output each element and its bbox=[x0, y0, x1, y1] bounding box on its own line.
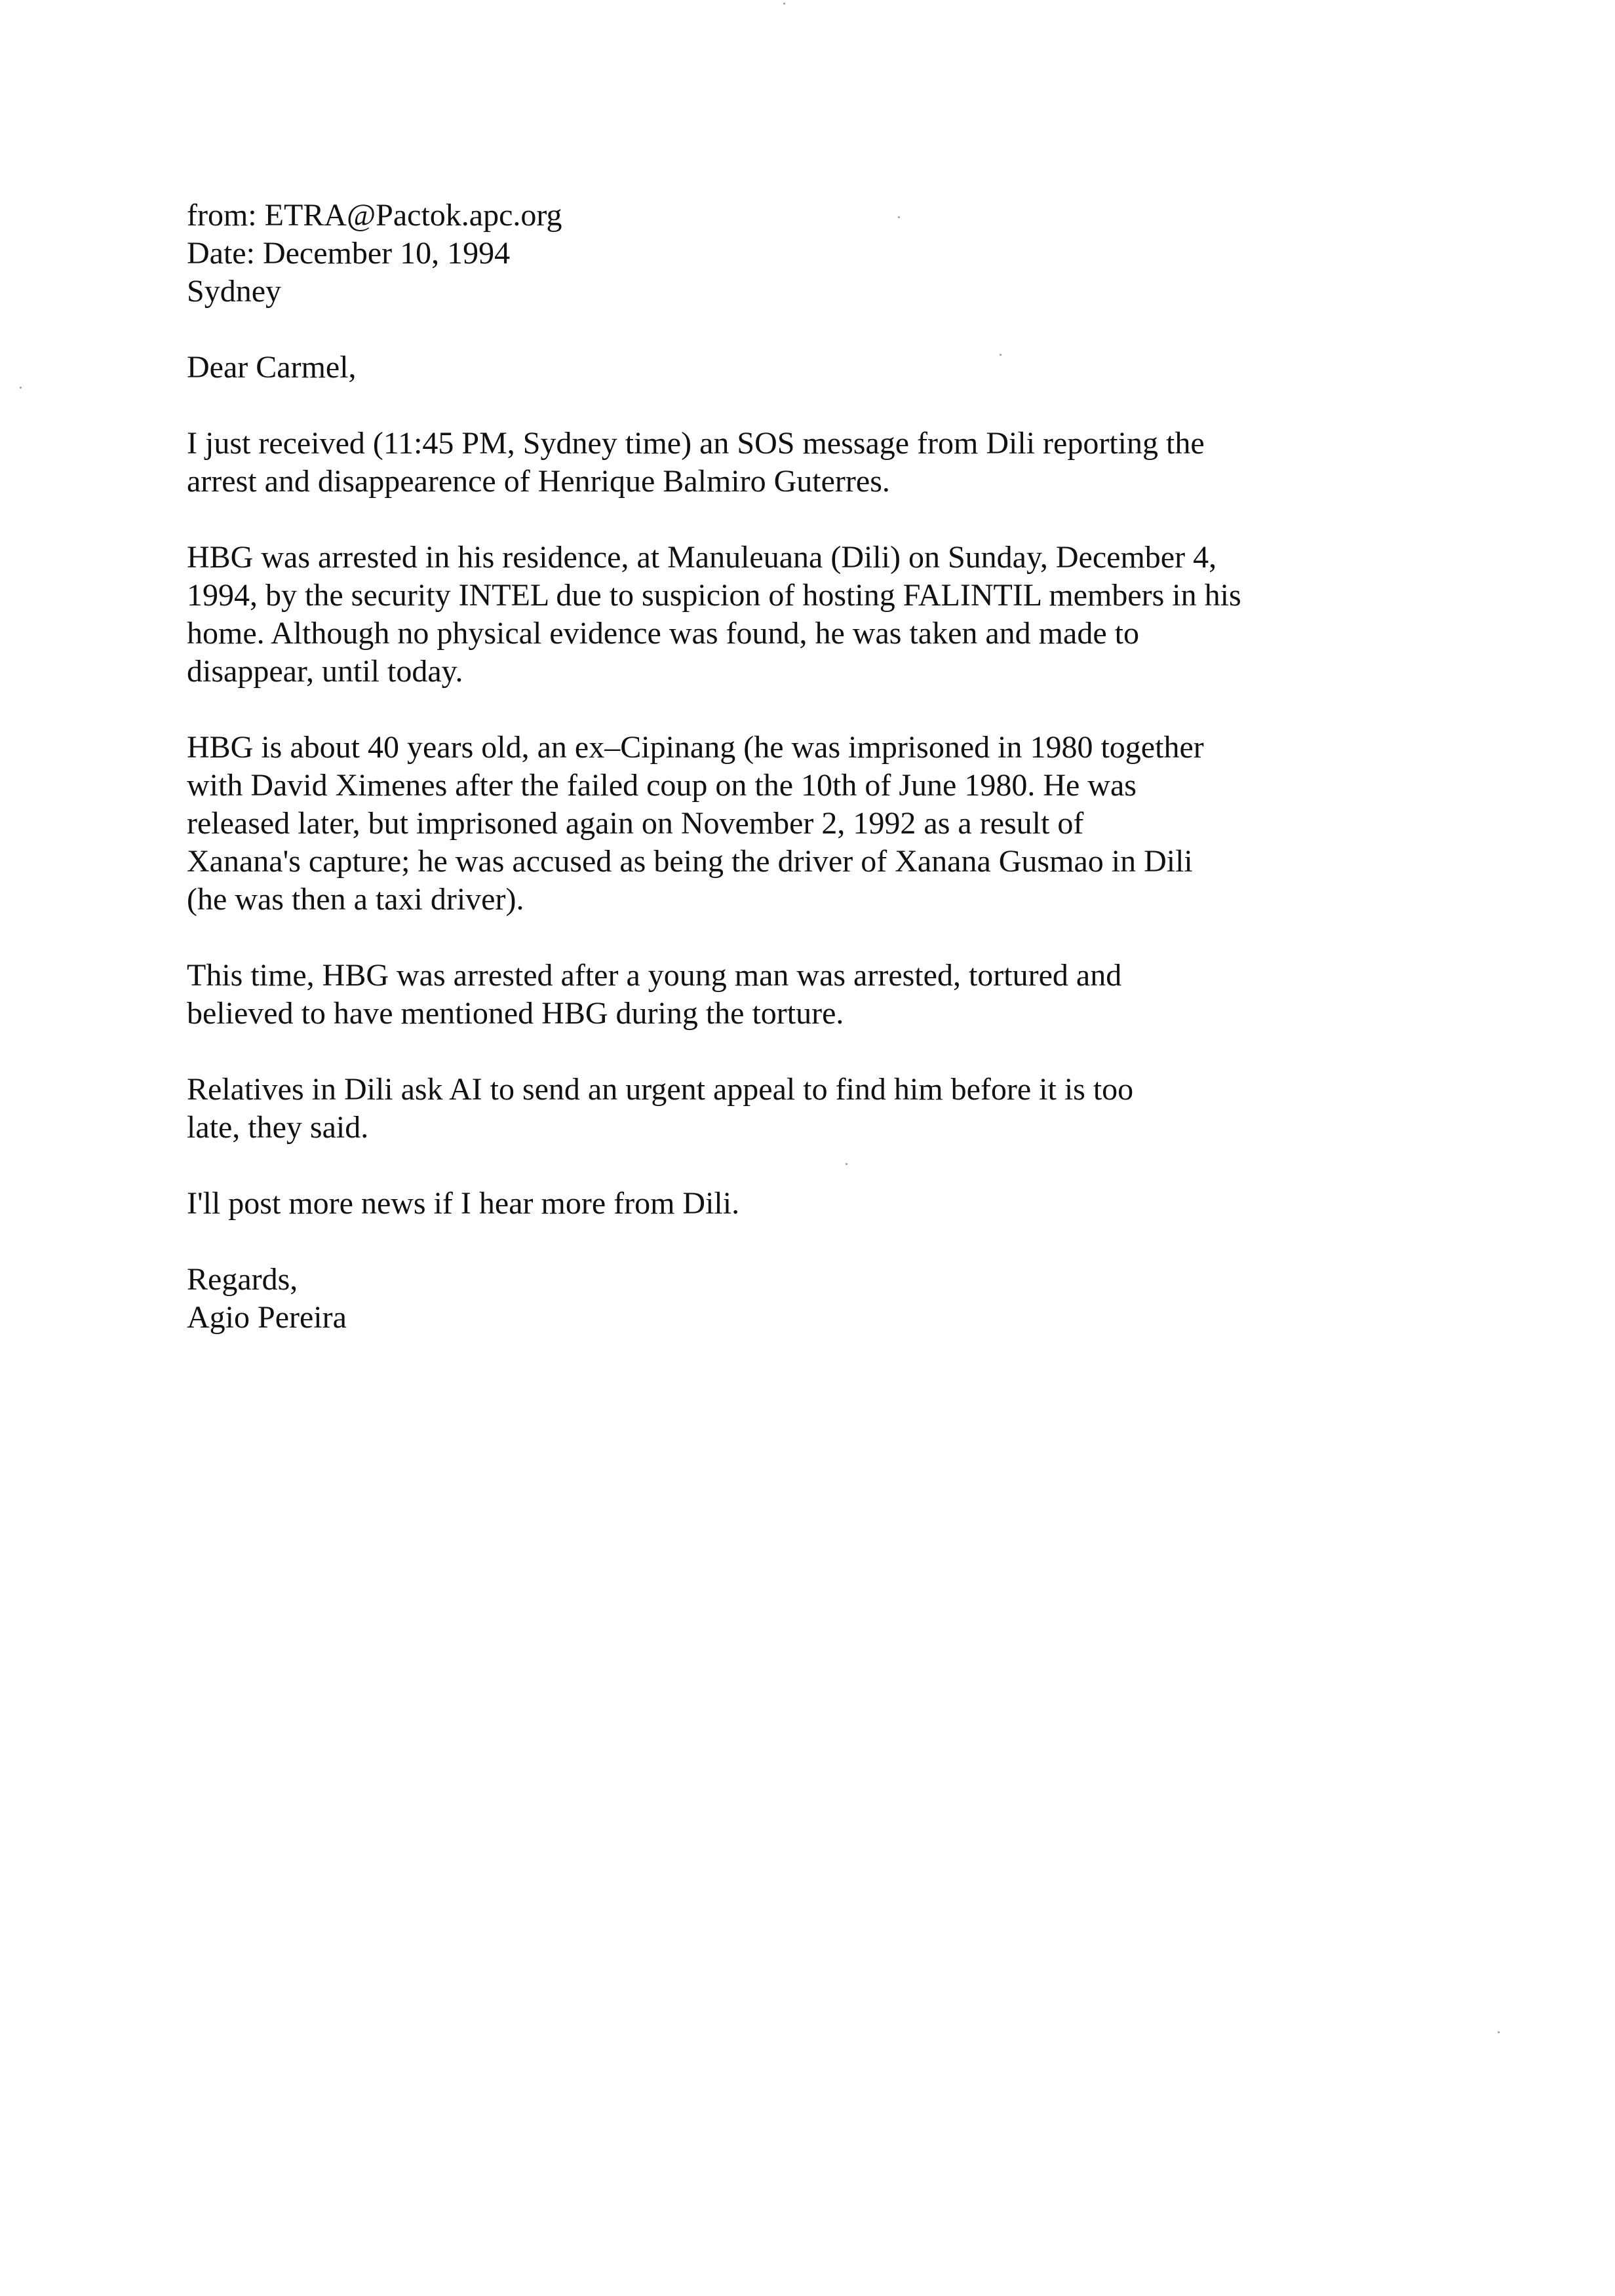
letter-body bbox=[187, 197, 1432, 1375]
paragraph-line: believed to have mentioned HBG during the torture. bbox=[187, 996, 844, 1031]
paragraph-6 bbox=[187, 1185, 1432, 1223]
paragraph-3 bbox=[187, 729, 1432, 919]
date-line: Date: December 10, 1994 bbox=[187, 236, 511, 271]
paragraph-line: I just received (11:45 PM, Sydney time) an SOS message from Dili reporting the bbox=[187, 426, 1205, 461]
paragraph-line: 1994, by the security INTEL due to suspicion of hosting FALINTIL members in his bbox=[187, 578, 1241, 613]
closing-line: Regards, bbox=[187, 1262, 298, 1297]
from-line: from: ETRA@Pactok.apc.org bbox=[187, 198, 562, 233]
greeting bbox=[187, 349, 1432, 387]
scan-speck bbox=[20, 387, 22, 389]
paragraph-line: late, they said. bbox=[187, 1110, 369, 1145]
scan-speck bbox=[783, 3, 785, 5]
paragraph-line: Xanana's capture; he was accused as being the driver of Xanana Gusmao in Dili bbox=[187, 844, 1193, 879]
paragraph-1 bbox=[187, 425, 1432, 501]
sign-off bbox=[187, 1261, 1432, 1337]
paragraph-4 bbox=[187, 957, 1432, 1033]
paragraph-line: HBG was arrested in his residence, at Manuleuana (Dili) on Sunday, December 4, bbox=[187, 540, 1217, 575]
paragraph-line: with David Ximenes after the failed coup on the 10th of June 1980. He was bbox=[187, 768, 1137, 803]
paragraph-line: home. Although no physical evidence was found, he was taken and made to bbox=[187, 616, 1139, 651]
scan-speck bbox=[1000, 354, 1002, 356]
greeting-line: Dear Carmel, bbox=[187, 350, 357, 385]
place-line: Sydney bbox=[187, 274, 281, 309]
scan-speck bbox=[898, 216, 900, 218]
paragraph-line: released later, but imprisoned again on November 2, 1992 as a result of bbox=[187, 806, 1084, 841]
paragraph-line: I'll post more news if I hear more from Dili. bbox=[187, 1186, 740, 1221]
paragraph-line: (he was then a taxi driver). bbox=[187, 882, 524, 917]
scan-speck bbox=[846, 1163, 847, 1165]
paragraph-2 bbox=[187, 539, 1432, 691]
paragraph-line: disappear, until today. bbox=[187, 654, 463, 689]
paragraph-line: This time, HBG was arrested after a young man was arrested, tortured and bbox=[187, 958, 1122, 993]
signature-line: Agio Pereira bbox=[187, 1300, 347, 1335]
letter-header bbox=[187, 197, 1432, 311]
paragraph-line: arrest and disappearence of Henrique Balmiro Guterres. bbox=[187, 464, 890, 499]
paragraph-line: Relatives in Dili ask AI to send an urgent appeal to find him before it is too bbox=[187, 1072, 1134, 1107]
paragraph-5 bbox=[187, 1071, 1432, 1147]
paragraph-line: HBG is about 40 years old, an ex–Cipinang (he was imprisoned in 1980 together bbox=[187, 730, 1204, 765]
scan-speck bbox=[1498, 2031, 1500, 2033]
